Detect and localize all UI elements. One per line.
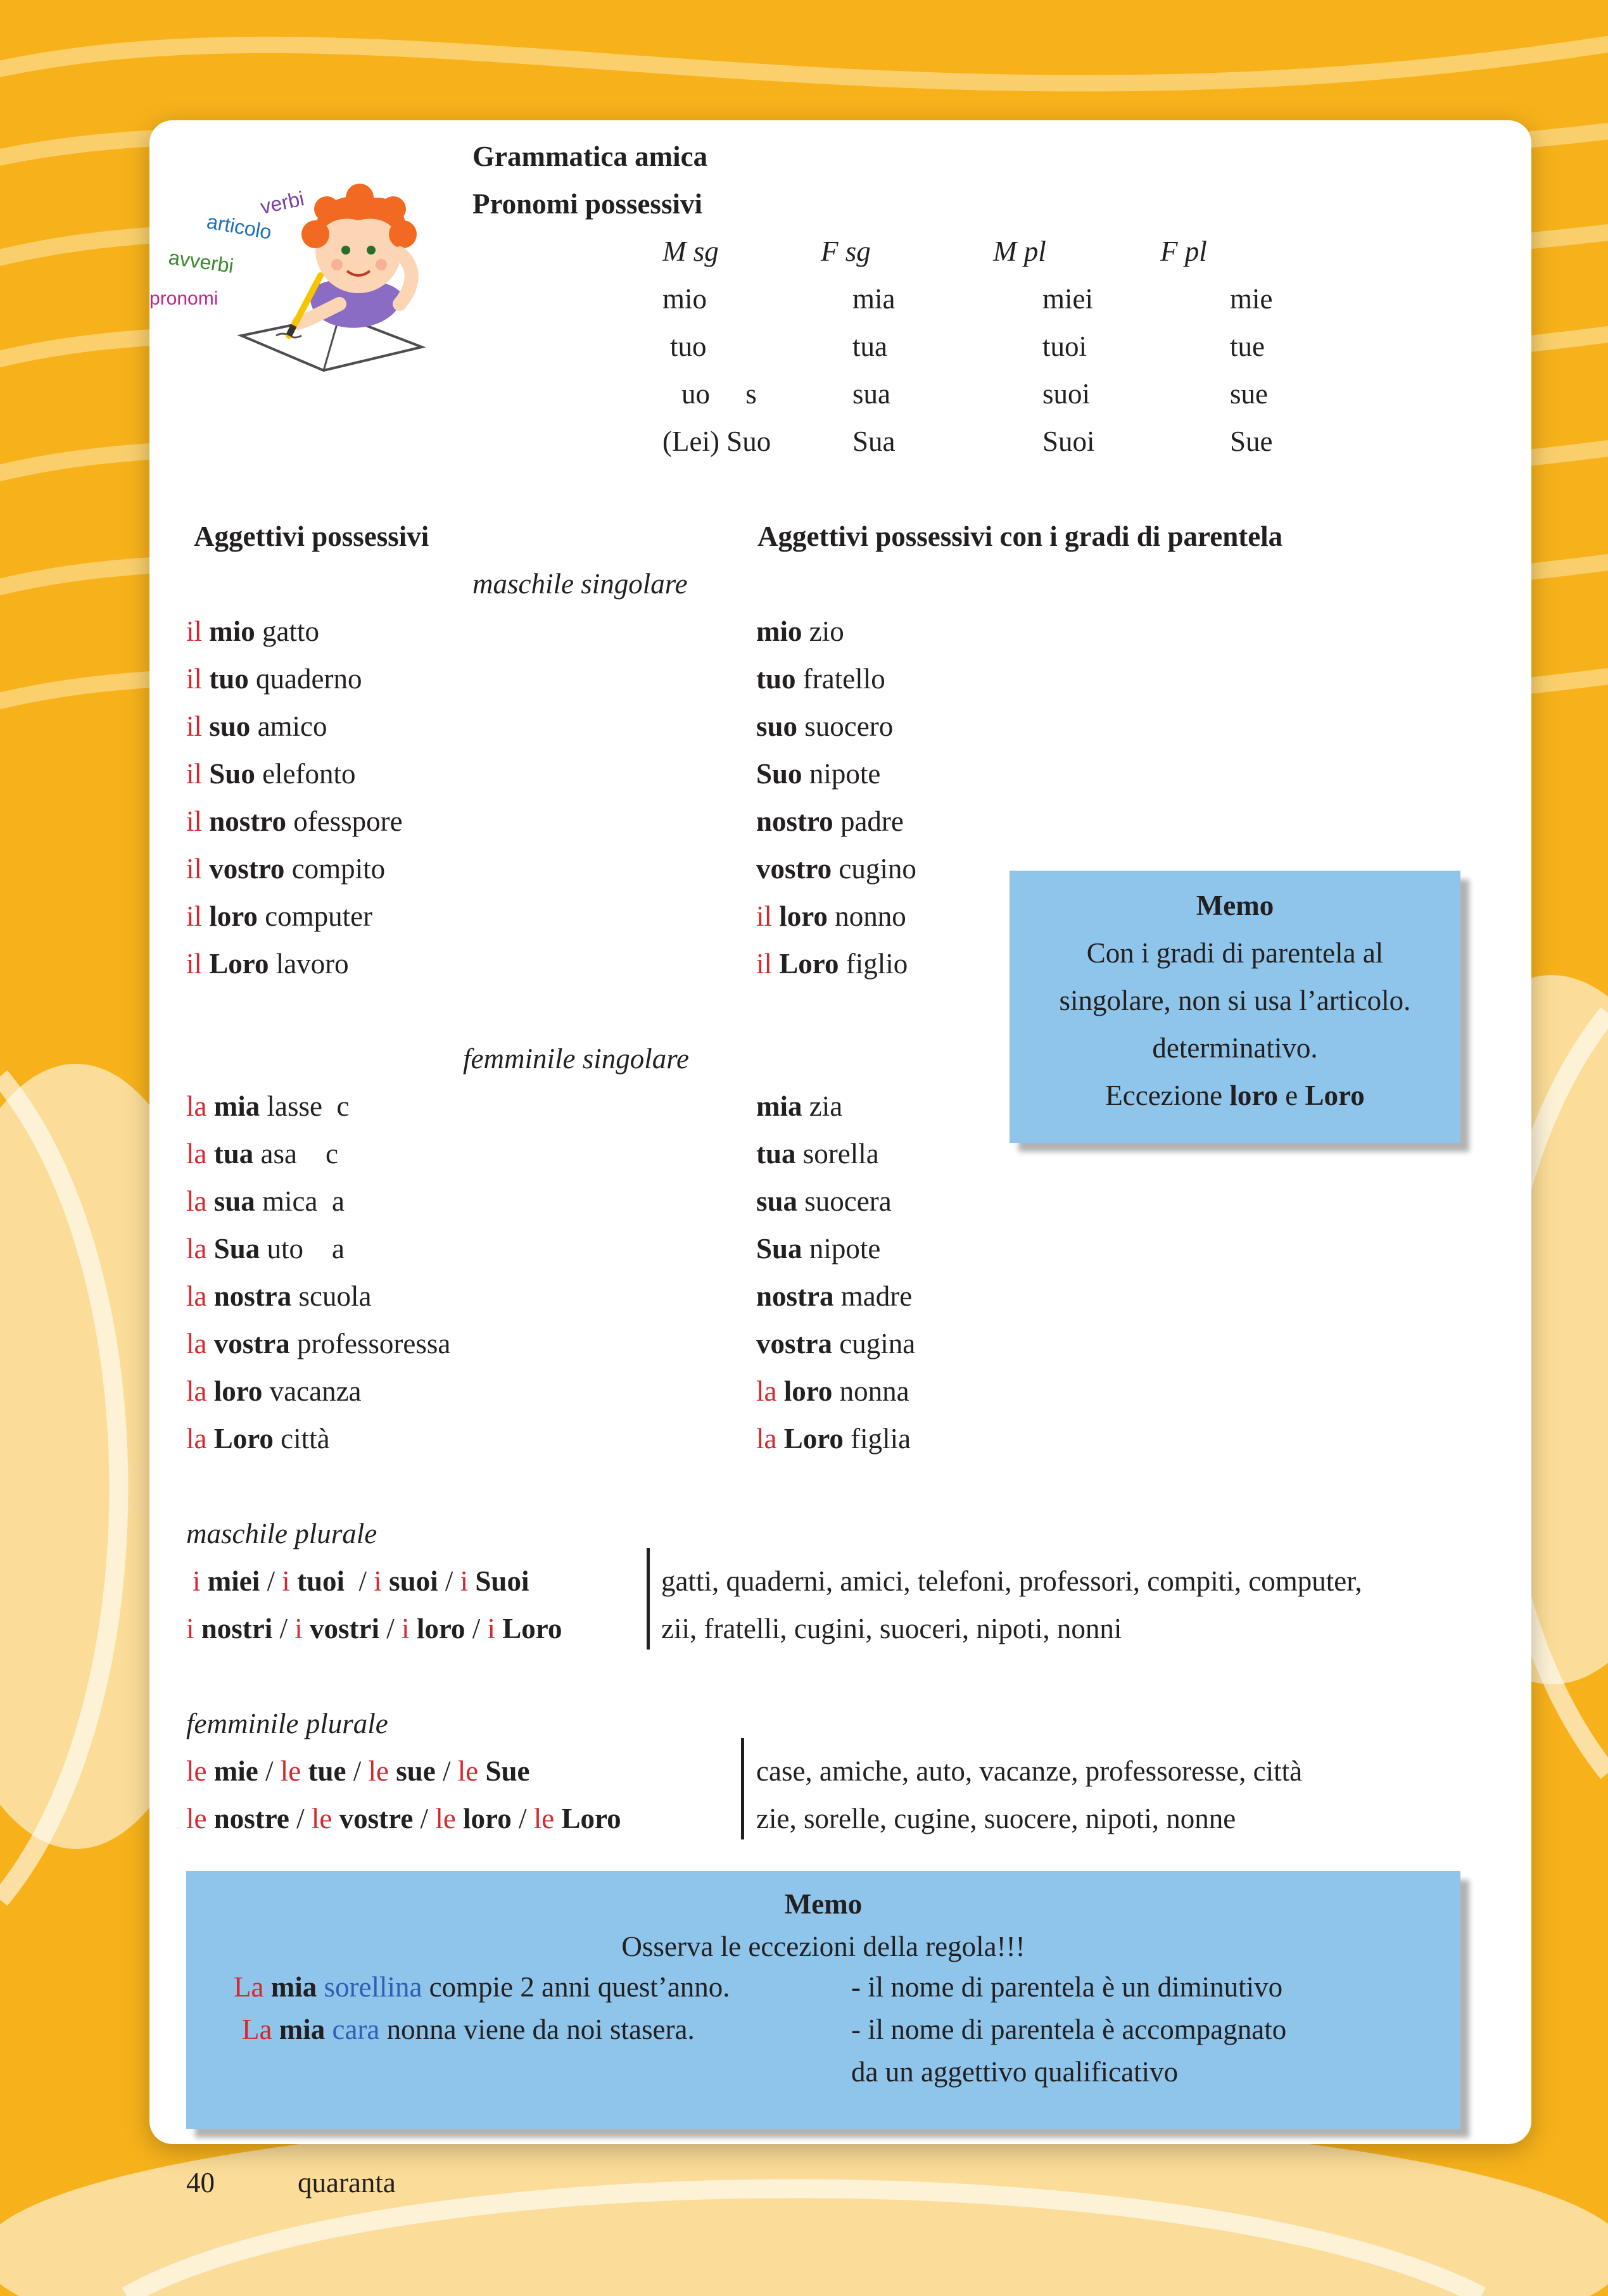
- example-adjective: cara: [332, 2014, 380, 2045]
- list-item-article: il: [756, 948, 773, 980]
- illustration-word-pronomi: pronomi: [149, 288, 218, 309]
- list-item-noun: lavoro: [275, 948, 349, 980]
- list-item: [756, 1178, 915, 1225]
- list-item-possessive: Loro: [213, 1423, 274, 1454]
- list-item-article: la: [756, 1423, 777, 1454]
- example-diminutive: sorellina: [324, 1971, 422, 2003]
- memo-title: Memo: [1196, 890, 1274, 921]
- list-item: [186, 893, 403, 940]
- list-item: [186, 845, 403, 893]
- list-item: [186, 1415, 450, 1463]
- list-item-article: la: [186, 1185, 207, 1217]
- list-item-article: la: [186, 1423, 207, 1454]
- list-item: [756, 1083, 915, 1130]
- plural-separator: /: [346, 1755, 369, 1787]
- example-rest: nonna viene da noi stasera.: [379, 2014, 695, 2045]
- memo-exception: [1010, 1072, 1460, 1120]
- list-item: [756, 893, 916, 940]
- list-item-article: la: [186, 1280, 207, 1312]
- memo-note-1: - il nome di parentela è un diminutivo: [851, 1971, 1283, 2003]
- list-item: [186, 1225, 450, 1273]
- grammar-illustration: [149, 146, 447, 399]
- plural-separator: /: [289, 1803, 312, 1834]
- memo-intro: Osserva le eccezioni della regola!!!: [621, 1931, 1025, 1962]
- list-item: [756, 798, 916, 845]
- list-item-article: il: [186, 758, 203, 790]
- plural-article: le: [280, 1755, 301, 1787]
- list-item-possessive: tuo: [209, 663, 249, 695]
- list-item-article: il: [186, 710, 203, 742]
- section-title: Grammatica amica: [472, 141, 708, 172]
- example-article: La: [242, 2014, 272, 2045]
- list-item-article: la: [756, 1375, 777, 1407]
- plural-article: le: [533, 1803, 555, 1834]
- list-item: [756, 845, 916, 893]
- list-item: [756, 1130, 915, 1178]
- table-cell: tue: [1230, 331, 1265, 362]
- table-cell: sue: [1230, 378, 1268, 410]
- list-item: [186, 1273, 450, 1320]
- list-item-noun: città: [281, 1423, 330, 1454]
- list-item-noun: asa c: [260, 1138, 338, 1170]
- plural-article: i: [294, 1613, 303, 1644]
- list-item-possessive: loro: [783, 1375, 833, 1407]
- list-item: [756, 1320, 915, 1368]
- list-item-noun: zia: [809, 1090, 843, 1122]
- list-item-article: il: [186, 853, 203, 885]
- exception-word-loro: loro: [1229, 1080, 1279, 1111]
- table-cell: sua: [852, 378, 890, 410]
- plural-article: i: [402, 1613, 410, 1644]
- plural-separator: /: [413, 1803, 436, 1834]
- list-item-possessive: tua: [756, 1138, 796, 1170]
- table-header-m-pl: M pl: [993, 236, 1046, 267]
- divider-line: [647, 1548, 650, 1649]
- list-item-possessive: suo: [209, 710, 251, 742]
- list-item: [186, 798, 403, 845]
- list-item-possessive: mio: [209, 615, 255, 647]
- table-header-m-sg: M sg: [662, 236, 719, 267]
- memo-example-1: [234, 1966, 730, 2009]
- plural-article: i: [193, 1565, 201, 1597]
- list-item-article: il: [186, 805, 203, 837]
- example-article: La: [234, 1971, 264, 2003]
- plural-article: le: [457, 1755, 479, 1787]
- list-item: [756, 1273, 915, 1320]
- table-header-f-sg: F sg: [821, 236, 871, 267]
- memo-title: Memo: [784, 1888, 863, 1920]
- list-item-noun: zio: [809, 615, 844, 647]
- example-possessive: mia: [270, 1971, 317, 2003]
- table-cell: Sue: [1230, 426, 1273, 457]
- list-item-possessive: vostra: [213, 1328, 290, 1359]
- list-item-noun: figlia: [851, 1423, 911, 1454]
- list-item: [756, 703, 916, 750]
- exception-prefix: Eccezione: [1105, 1080, 1230, 1111]
- list-item-possessive: Loro: [779, 948, 839, 980]
- list-item-noun: scuola: [298, 1280, 372, 1312]
- list-item-article: la: [186, 1233, 207, 1265]
- list-item-possessive: tua: [213, 1138, 254, 1170]
- list-item-possessive: suo: [756, 710, 798, 742]
- list-item: [756, 750, 916, 798]
- table-cell: tuo: [670, 331, 707, 362]
- memo-note-3: da un aggettivo qualificativo: [851, 2056, 1179, 2088]
- list-item-possessive: Suo: [209, 758, 255, 790]
- list-item: [186, 750, 403, 798]
- plural-separator: /: [465, 1613, 488, 1644]
- plural-article: le: [311, 1803, 332, 1834]
- list-item: [756, 940, 916, 988]
- plural-possessive: nostri: [201, 1613, 273, 1644]
- list-item-article: la: [186, 1090, 207, 1122]
- plural-article: le: [186, 1803, 207, 1834]
- list-item-noun: computer: [265, 900, 373, 932]
- plural-article: le: [435, 1803, 456, 1834]
- list-item: [186, 608, 403, 655]
- plural-possessive: tuoi: [297, 1565, 345, 1597]
- list-item: [756, 655, 916, 703]
- list-item-article: la: [186, 1328, 207, 1359]
- list-item-article: il: [186, 663, 203, 695]
- masc-plur-nouns2: zii, fratelli, cugini, suoceri, nipoti, nonni: [661, 1613, 1122, 1644]
- list-item: [186, 703, 403, 750]
- plural-possessive: suoi: [389, 1565, 438, 1597]
- memo-line: singolare, non si usa l’articolo.: [1059, 985, 1411, 1016]
- list-item-article: il: [186, 948, 203, 980]
- list-item-possessive: nostro: [756, 805, 833, 837]
- memo-box-kinship: [1010, 871, 1460, 1143]
- memo-note-2: - il nome di parentela è accompagnato: [851, 2014, 1287, 2045]
- masc-plur-row2: [186, 1605, 562, 1653]
- table-cell: mie: [1230, 283, 1273, 315]
- plural-possessive: mie: [213, 1755, 258, 1787]
- list-item-noun: fratello: [802, 663, 885, 695]
- list-item: [756, 608, 916, 655]
- table-cell: (Lei) Suo: [662, 426, 771, 457]
- masc-kin-list: [756, 608, 916, 988]
- list-item: [186, 1320, 450, 1368]
- list-item-noun: professoressa: [296, 1328, 451, 1359]
- list-item-possessive: vostra: [756, 1328, 832, 1359]
- table-cell: suoi: [1042, 378, 1091, 410]
- list-item-article: il: [756, 900, 773, 932]
- plural-separator: /: [379, 1613, 402, 1644]
- list-item-possessive: Loro: [209, 948, 269, 980]
- list-item-noun: figlio: [845, 948, 908, 980]
- plural-article: le: [186, 1755, 207, 1787]
- list-item-noun: uto a: [267, 1233, 345, 1265]
- plural-possessive: Loro: [502, 1613, 562, 1644]
- left-heading: Aggettivi possessivi: [194, 520, 429, 552]
- example-possessive: mia: [279, 2014, 326, 2045]
- list-item-possessive: mia: [756, 1090, 802, 1122]
- plural-article: i: [487, 1613, 496, 1644]
- list-item-possessive: sua: [213, 1185, 255, 1217]
- plural-separator: /: [438, 1565, 460, 1597]
- list-item-noun: lasse c: [267, 1090, 350, 1122]
- list-item-noun: mica a: [262, 1185, 345, 1217]
- list-item-possessive: mia: [213, 1090, 260, 1122]
- list-item-possessive: nostra: [213, 1280, 292, 1312]
- plural-article: le: [368, 1755, 389, 1787]
- memo-box-exceptions: [186, 1871, 1460, 2129]
- list-item-noun: ofesspore: [293, 805, 403, 837]
- list-item-possessive: tuo: [756, 663, 796, 695]
- illustration-word-articolo: articolo: [205, 210, 274, 244]
- page-number-word: quaranta: [298, 2167, 396, 2198]
- list-item-article: la: [186, 1375, 207, 1407]
- list-item-article: la: [186, 1138, 207, 1170]
- list-item-possessive: Sua: [756, 1233, 802, 1265]
- list-item-possessive: loro: [213, 1375, 263, 1407]
- list-item-noun: quaderno: [256, 663, 362, 695]
- fem-plur-nouns2: zie, sorelle, cugine, suocere, nipoti, nonne: [756, 1803, 1236, 1834]
- list-item-noun: suocera: [804, 1185, 892, 1217]
- section-subtitle: Pronomi possessivi: [472, 188, 702, 220]
- plural-separator: /: [511, 1803, 534, 1834]
- memo-line: Con i gradi di parentela al: [1086, 937, 1384, 969]
- plural-separator: /: [272, 1613, 295, 1644]
- plural-article: i: [282, 1565, 290, 1597]
- list-item: [186, 1178, 450, 1225]
- list-item-possessive: Sua: [213, 1233, 260, 1265]
- table-cell: mio: [662, 283, 707, 315]
- plural-separator: /: [435, 1755, 458, 1787]
- list-item-possessive: vostro: [209, 853, 285, 885]
- masc-sing-label: maschile singolare: [472, 568, 688, 600]
- list-item-possessive: loro: [779, 900, 828, 932]
- list-item-possessive: nostro: [209, 805, 286, 837]
- table-cell: tua: [852, 331, 887, 362]
- memo-line: determinativo.: [1152, 1032, 1318, 1064]
- list-item: [186, 940, 403, 988]
- list-item-article: il: [186, 615, 203, 647]
- example-rest: compie 2 anni quest’anno.: [422, 1971, 730, 2003]
- list-item: [186, 655, 403, 703]
- fem-kin-list: [756, 1083, 915, 1463]
- table-cell: tuoi: [1042, 331, 1087, 362]
- list-item-noun: suocero: [804, 710, 894, 742]
- list-item-possessive: nostra: [756, 1280, 834, 1312]
- list-item-noun: cugino: [839, 853, 916, 885]
- fem-plur-nouns1: case, amiche, auto, vacanze, professoresse, città: [756, 1755, 1303, 1787]
- list-item-possessive: loro: [209, 900, 258, 932]
- masc-plur-row1: [193, 1558, 529, 1605]
- masc-plur-nouns1: gatti, quaderni, amici, telefoni, professori, compiti, computer,: [661, 1565, 1362, 1597]
- table-header-f-pl: F pl: [1160, 236, 1207, 267]
- table-cell: mia: [852, 283, 896, 315]
- masc-sing-list: [186, 608, 403, 988]
- table-cell: uo s: [681, 378, 757, 410]
- fem-sing-label: femminile singolare: [463, 1043, 690, 1075]
- right-heading: Aggettivi possessivi con i gradi di parentela: [757, 520, 1283, 552]
- list-item-noun: vacanza: [269, 1375, 362, 1407]
- plural-separator: /: [345, 1565, 374, 1597]
- plural-possessive: sue: [396, 1755, 436, 1787]
- list-item-noun: nipote: [809, 758, 881, 790]
- plural-possessive: Suoi: [475, 1565, 529, 1597]
- table-cell: miei: [1042, 283, 1093, 315]
- masc-plur-label: maschile plurale: [186, 1518, 377, 1549]
- plural-article: i: [186, 1613, 194, 1644]
- list-item-noun: nipote: [809, 1233, 881, 1265]
- fem-plur-row1: [186, 1748, 530, 1795]
- list-item-possessive: sua: [756, 1185, 798, 1217]
- list-item-noun: elefonto: [262, 758, 356, 790]
- list-item: [186, 1083, 450, 1130]
- fem-plur-label: femminile plurale: [186, 1708, 388, 1739]
- plural-possessive: vostre: [339, 1803, 414, 1834]
- table-cell: Suoi: [1042, 426, 1095, 457]
- list-item-noun: padre: [840, 805, 904, 837]
- plural-possessive: miei: [207, 1565, 260, 1597]
- plural-possessive: tue: [308, 1755, 346, 1787]
- fem-plur-row2: [186, 1795, 621, 1843]
- plural-article: i: [374, 1565, 382, 1597]
- plural-possessive: vostri: [310, 1613, 380, 1644]
- list-item-noun: amico: [257, 710, 327, 742]
- exception-mid: e: [1278, 1080, 1305, 1111]
- table-cell: Sua: [852, 426, 896, 457]
- illustration-word-verbi: verbi: [258, 187, 307, 218]
- memo-example-2: [242, 2009, 695, 2051]
- list-item-possessive: Loro: [783, 1423, 844, 1454]
- page-number: 40: [186, 2167, 215, 2198]
- list-item-possessive: vostro: [756, 853, 832, 885]
- content-page: [149, 120, 1531, 2144]
- plural-possessive: loro: [416, 1613, 465, 1644]
- plural-possessive: nostre: [213, 1803, 289, 1834]
- list-item-noun: nonno: [835, 900, 906, 932]
- fem-sing-list: [186, 1083, 450, 1463]
- plural-separator: /: [260, 1565, 282, 1597]
- list-item: [756, 1415, 915, 1463]
- list-item-noun: madre: [840, 1280, 913, 1312]
- list-item: [186, 1130, 450, 1178]
- list-item-noun: sorella: [802, 1138, 879, 1170]
- list-item-article: il: [186, 900, 203, 932]
- exception-word-Loro: Loro: [1305, 1080, 1365, 1111]
- list-item-possessive: mio: [756, 615, 802, 647]
- list-item: [756, 1225, 915, 1273]
- plural-possessive: Sue: [485, 1755, 530, 1787]
- divider-line: [741, 1738, 744, 1839]
- list-item-noun: nonna: [839, 1375, 909, 1407]
- illustration-word-avverbi: avverbi: [167, 246, 236, 278]
- list-item-noun: gatto: [262, 615, 319, 647]
- list-item-noun: compito: [291, 853, 386, 885]
- plural-possessive: Loro: [561, 1803, 621, 1834]
- list-item-noun: cugina: [839, 1328, 916, 1359]
- list-item: [186, 1368, 450, 1415]
- plural-separator: /: [258, 1755, 281, 1787]
- plural-possessive: loro: [463, 1803, 512, 1834]
- list-item-possessive: Suo: [756, 758, 802, 790]
- plural-article: i: [460, 1565, 469, 1597]
- list-item: [756, 1368, 915, 1415]
